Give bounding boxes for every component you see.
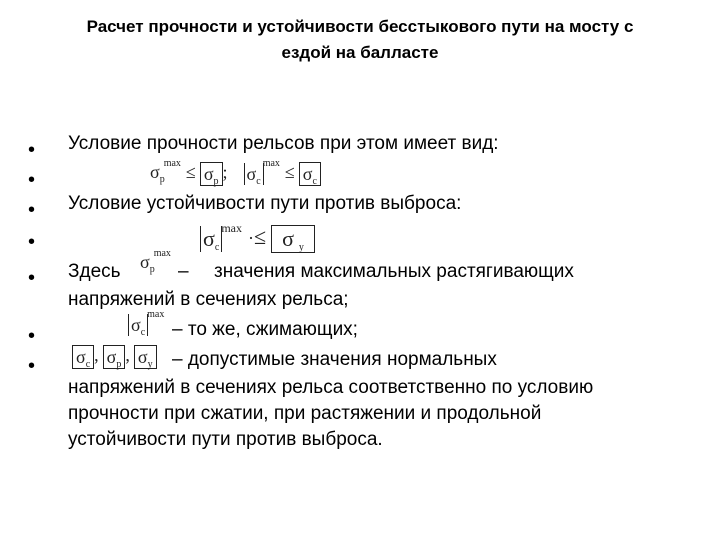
strength-condition-text: Условие прочности рельсов при этом имеет вид: (68, 133, 499, 154)
compressive-stress-text: – то же, сжимающих; (172, 319, 358, 340)
allowable-stress-text-line1: – допустимые значения нормальных (172, 349, 497, 370)
title-line-1: Расчет прочности и устойчивости бесстыкового пути на мосту с (86, 17, 634, 36)
title-line-2: ездой на балласте (281, 43, 439, 62)
tensile-stress-text: значения максимальных растягивающих (214, 261, 574, 282)
bullet-5: • (28, 267, 36, 289)
sigma-p-max-symbol: $\sigma_p^{max}$ (140, 248, 171, 275)
stability-condition-text: Условие устойчивости пути против выброса: (68, 193, 462, 214)
stability-formula: $\sigma_c^{max} \cdot\le \sigma$ $_y$ (200, 224, 315, 253)
bullet-3: • (28, 199, 36, 221)
here-label: Здесь (68, 261, 121, 282)
bullet-2: • (28, 169, 36, 191)
sigma-c-max-symbol: $\sigma_c^{max}$ (128, 314, 165, 336)
allowable-stress-text-line4: устойчивости пути против выброса. (68, 429, 383, 450)
bullet-7: • (28, 355, 36, 377)
bullet-4: • (28, 231, 36, 253)
allowable-stress-text-line3: прочности при сжатии, при растяжении и продольной (68, 403, 542, 424)
dash-1: – (178, 261, 189, 282)
tensile-stress-text-line2: напряжений в сечениях рельса; (68, 289, 349, 310)
strength-formula: $\sigma_p^{max} \le \sigma_p$ ; $\sigma_c^{max} \le \sigma_c$ (150, 162, 321, 186)
slide-title (40, 14, 680, 66)
allowable-stresses-symbols: $\sigma_c$ , $\sigma_p$ , $\sigma_y$ (72, 345, 157, 369)
bullet-6: • (28, 325, 36, 347)
bullet-1: • (28, 139, 36, 161)
allowable-stress-text-line2: напряжений в сечениях рельса соответственно по условию (68, 377, 594, 398)
